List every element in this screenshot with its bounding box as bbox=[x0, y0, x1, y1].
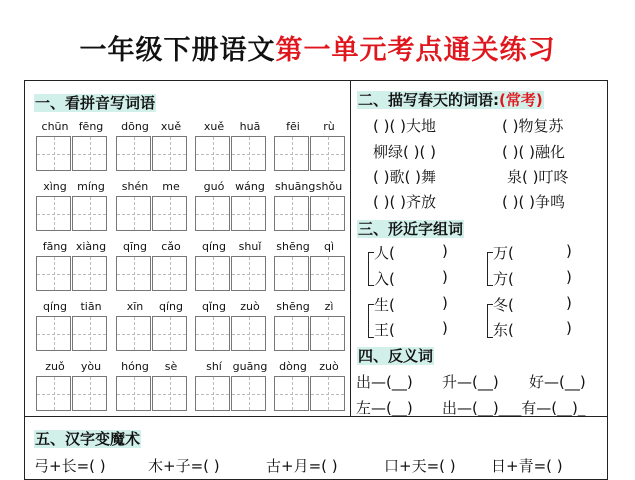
spring-item: ( )( )融化 bbox=[502, 143, 565, 161]
writing-box[interactable] bbox=[36, 316, 71, 351]
spring-item: ( )( )齐放 bbox=[373, 193, 436, 211]
writing-box[interactable] bbox=[274, 256, 309, 291]
pinyin-syllable: qì bbox=[323, 240, 335, 253]
writing-box[interactable] bbox=[152, 316, 187, 351]
section4-heading bbox=[357, 345, 434, 366]
writing-box[interactable] bbox=[231, 136, 266, 171]
writing-box[interactable] bbox=[72, 256, 107, 291]
pinyin-syllable: cǎo bbox=[161, 240, 181, 253]
writing-box[interactable] bbox=[274, 136, 309, 171]
similar-char-close: ) bbox=[442, 294, 448, 312]
similar-char: 生( bbox=[374, 296, 395, 314]
spring-item: ( )( )大地 bbox=[373, 117, 436, 135]
pinyin-syllable: qíng bbox=[43, 300, 67, 313]
spring-item: 泉( )叮咚 bbox=[507, 168, 569, 186]
spring-item: ( )歌( )舞 bbox=[373, 168, 436, 186]
writing-box[interactable] bbox=[310, 136, 345, 171]
section1-heading bbox=[34, 92, 156, 113]
writing-box[interactable] bbox=[195, 256, 230, 291]
writing-box[interactable] bbox=[152, 136, 187, 171]
writing-box[interactable] bbox=[231, 196, 266, 231]
pinyin-syllable: míng bbox=[77, 180, 105, 193]
pinyin-syllable: zuò bbox=[319, 360, 339, 373]
writing-box[interactable] bbox=[231, 316, 266, 351]
pinyin-syllable: qīng bbox=[123, 240, 147, 253]
pinyin-syllable: xīn bbox=[126, 300, 144, 313]
similar-char: 冬( bbox=[493, 296, 514, 314]
writing-box[interactable] bbox=[72, 136, 107, 171]
writing-box[interactable] bbox=[152, 196, 187, 231]
writing-box[interactable] bbox=[116, 136, 151, 171]
similar-char-close: ) bbox=[442, 319, 448, 337]
char-puzzle: 古+月=( ) bbox=[266, 457, 338, 475]
pinyin-syllable: guāng bbox=[232, 360, 268, 373]
pinyin-syllable: zuò bbox=[240, 300, 260, 313]
pinyin-syllable: shuǐ bbox=[238, 240, 262, 253]
pinyin-syllable: sè bbox=[164, 360, 178, 373]
pinyin-syllable: dōng bbox=[121, 120, 149, 133]
title-unit: 第一单元考点通关练习 bbox=[275, 35, 556, 66]
pinyin-syllable: fēng bbox=[78, 120, 104, 133]
similar-char: 方( bbox=[493, 270, 514, 288]
char-puzzle: 木+子=( ) bbox=[148, 457, 220, 475]
writing-box[interactable] bbox=[72, 376, 107, 411]
pinyin-syllable: zuǒ bbox=[45, 360, 65, 373]
pinyin-syllable: xiàng bbox=[75, 240, 107, 253]
pinyin-syllable: shén bbox=[121, 180, 149, 193]
antonym-item: 好—(__) bbox=[529, 373, 586, 391]
spring-item: ( )( )争鸣 bbox=[502, 193, 565, 211]
pinyin-syllable: tiān bbox=[80, 300, 102, 313]
pinyin-syllable: shí bbox=[206, 360, 222, 373]
pinyin-syllable: huā bbox=[239, 120, 261, 133]
writing-box[interactable] bbox=[116, 196, 151, 231]
pinyin-syllable: xìng bbox=[43, 180, 67, 193]
writing-box[interactable] bbox=[36, 376, 71, 411]
pinyin-syllable: qǐng bbox=[202, 300, 226, 313]
antonym-item: 左—(__) bbox=[356, 399, 413, 417]
pinyin-syllable: hóng bbox=[121, 360, 149, 373]
pinyin-syllable: shǒu bbox=[315, 180, 343, 193]
pinyin-syllable: guó bbox=[203, 180, 225, 193]
writing-box[interactable] bbox=[274, 316, 309, 351]
pinyin-syllable: shēng bbox=[276, 300, 310, 313]
pinyin-syllable: zì bbox=[324, 300, 334, 313]
similar-char: 东( bbox=[493, 321, 514, 339]
section3-heading bbox=[357, 218, 464, 239]
antonym-item: 出—(__)___有—(__)_ bbox=[442, 399, 586, 417]
similar-char: 人( bbox=[374, 244, 395, 262]
antonym-item: 出—(__) bbox=[356, 373, 413, 391]
writing-box[interactable] bbox=[231, 256, 266, 291]
similar-char: 王( bbox=[374, 321, 395, 339]
writing-box[interactable] bbox=[195, 376, 230, 411]
char-puzzle: 日+青=( ) bbox=[491, 457, 563, 475]
writing-box[interactable] bbox=[152, 256, 187, 291]
pinyin-syllable: qíng bbox=[159, 300, 183, 313]
similar-char-close: ) bbox=[566, 294, 572, 312]
spring-item: ( )物复苏 bbox=[502, 117, 564, 135]
writing-box[interactable] bbox=[116, 256, 151, 291]
pinyin-syllable: shuāng bbox=[275, 180, 316, 193]
writing-box[interactable] bbox=[72, 316, 107, 351]
writing-box[interactable] bbox=[310, 256, 345, 291]
pinyin-syllable: yòu bbox=[80, 360, 102, 373]
writing-box[interactable] bbox=[274, 376, 309, 411]
writing-box[interactable] bbox=[116, 376, 151, 411]
column-divider bbox=[350, 80, 351, 416]
section2-heading-text: 二、描写春天的词语: bbox=[358, 91, 499, 109]
writing-box[interactable] bbox=[310, 316, 345, 351]
similar-char-close: ) bbox=[442, 268, 448, 286]
antonym-item: 升—(__) bbox=[442, 373, 499, 391]
writing-box[interactable] bbox=[195, 136, 230, 171]
section1-heading-text: 一、看拼音写词语 bbox=[35, 94, 156, 112]
pinyin-syllable: shēng bbox=[276, 240, 310, 253]
section2-heading bbox=[357, 89, 544, 110]
writing-box[interactable] bbox=[274, 196, 309, 231]
section5-heading bbox=[34, 428, 141, 449]
similar-char-close: ) bbox=[442, 242, 448, 260]
similar-char: 入( bbox=[374, 270, 395, 288]
pinyin-syllable: fēi bbox=[286, 120, 300, 133]
char-puzzle: 弓+长=( ) bbox=[34, 457, 106, 475]
writing-box[interactable] bbox=[36, 256, 71, 291]
writing-box[interactable] bbox=[310, 376, 345, 411]
writing-box[interactable] bbox=[36, 136, 71, 171]
writing-box[interactable] bbox=[116, 316, 151, 351]
writing-box[interactable] bbox=[195, 316, 230, 351]
pinyin-syllable: qíng bbox=[202, 240, 226, 253]
writing-box[interactable] bbox=[36, 196, 71, 231]
pinyin-syllable: me bbox=[162, 180, 180, 193]
writing-box[interactable] bbox=[72, 196, 107, 231]
section3-heading-text: 三、形近字组词 bbox=[358, 220, 464, 238]
pinyin-syllable: chūn bbox=[41, 120, 69, 133]
pinyin-syllable: dòng bbox=[279, 360, 307, 373]
writing-box[interactable] bbox=[231, 376, 266, 411]
pinyin-syllable: wáng bbox=[235, 180, 265, 193]
worksheet-title bbox=[0, 28, 635, 67]
pinyin-syllable: fāng bbox=[42, 240, 68, 253]
pinyin-syllable: xuě bbox=[160, 120, 182, 133]
similar-char-close: ) bbox=[566, 319, 572, 337]
pinyin-syllable: rù bbox=[323, 120, 335, 133]
char-puzzle: 口+天=( ) bbox=[384, 457, 456, 475]
title-grade: 一年级下册语文 bbox=[79, 35, 276, 66]
common-exam-tag: (常考) bbox=[499, 91, 543, 109]
similar-char-close: ) bbox=[566, 242, 572, 260]
writing-box[interactable] bbox=[195, 196, 230, 231]
writing-box[interactable] bbox=[152, 376, 187, 411]
writing-box[interactable] bbox=[310, 196, 345, 231]
section4-heading-text: 四、反义词 bbox=[358, 347, 434, 365]
section5-heading-text: 五、汉字变魔术 bbox=[35, 430, 141, 448]
similar-char: 万( bbox=[493, 244, 514, 262]
similar-char-close: ) bbox=[566, 268, 572, 286]
pinyin-syllable: xuě bbox=[203, 120, 225, 133]
spring-item: 柳绿( )( ) bbox=[373, 143, 436, 161]
